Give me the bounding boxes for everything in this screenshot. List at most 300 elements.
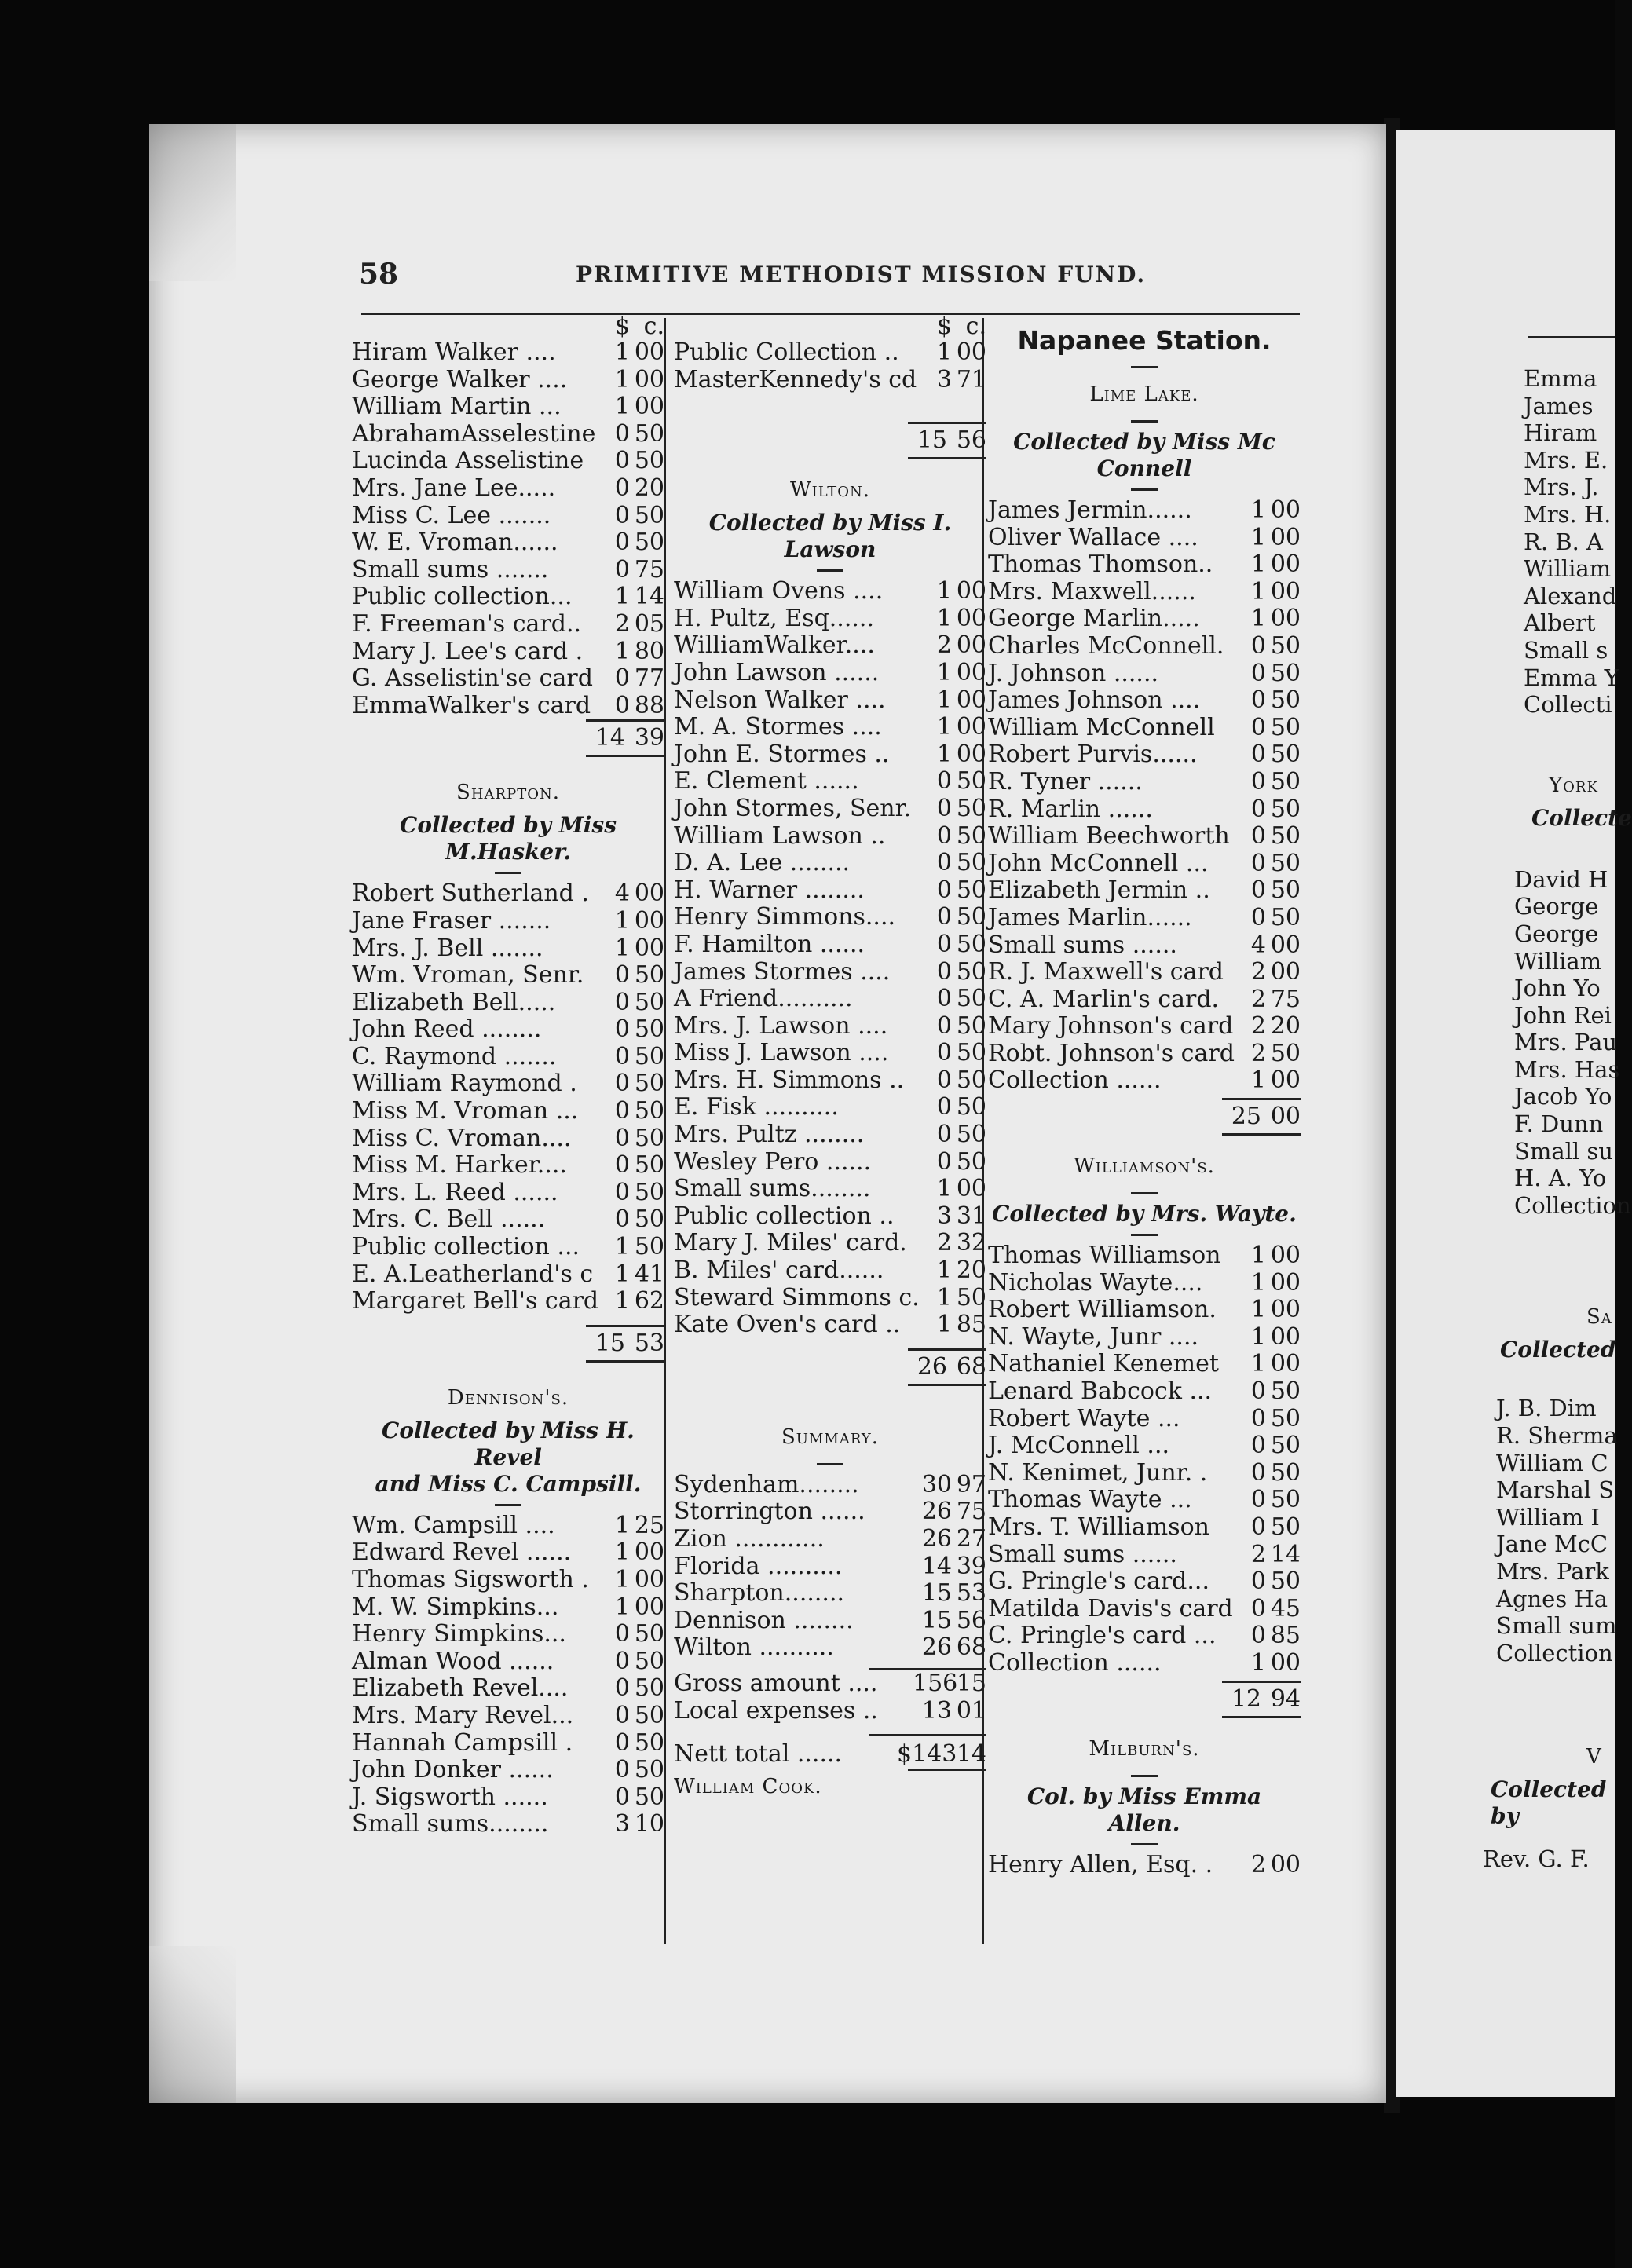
entry-dollars: 1 (1250, 1242, 1266, 1270)
collector-williamson: Collected by Mrs. Wayte. (992, 1201, 1297, 1227)
local-expenses: Local expenses .. 13 01 (674, 1696, 986, 1725)
entry-dollars: 1 (936, 1311, 952, 1339)
entry-row (988, 1650, 1301, 1677)
entry-row (352, 962, 664, 990)
entry-row (988, 1324, 1301, 1352)
entry-cents: 50 (1270, 659, 1301, 687)
entry-cents: 50 (1270, 1458, 1301, 1487)
entry-name: C. Raymond ....... (352, 1042, 557, 1070)
entry-cents: 50 (634, 1620, 664, 1648)
entry-dollars: 0 (614, 529, 630, 557)
entry-cents: 80 (634, 637, 664, 665)
entry-row (352, 1016, 664, 1044)
entry-row (674, 1121, 986, 1149)
milburn-list (988, 1852, 1301, 1879)
entry-dollars: 1 (936, 686, 952, 714)
entry-name: Public Collection .. (674, 338, 899, 366)
entry-cents: 50 (1270, 1432, 1301, 1460)
entry-cents: 50 (634, 1042, 664, 1070)
entry-row (352, 908, 664, 935)
entry-row (674, 1149, 986, 1176)
right-entry: George (1514, 920, 1599, 947)
right-entry: Jane McC (1496, 1531, 1608, 1558)
entry-name: James Marlin...... (988, 903, 1192, 931)
entry-cents: 50 (634, 1674, 664, 1703)
williamson-list (988, 1242, 1301, 1677)
entry-dollars: 0 (614, 1620, 630, 1648)
entry-name: Robt. Johnson's card (988, 1039, 1235, 1067)
entry-cents: 50 (956, 794, 986, 822)
entry-dollars: 3 (614, 1810, 630, 1838)
entry-row (352, 1784, 664, 1812)
dash (1131, 1843, 1158, 1845)
entry-row (674, 714, 986, 741)
entry-name: James Jermin...... (988, 496, 1192, 524)
right-header-rule (1528, 336, 1615, 338)
entry-dollars: 0 (1250, 767, 1266, 796)
right-entry: John Yo (1514, 975, 1601, 1002)
entry-cents: 50 (1270, 1404, 1301, 1432)
entry-row (988, 633, 1301, 660)
entry-cents: 50 (634, 1097, 664, 1125)
entry-cents: 50 (1270, 1486, 1301, 1514)
section-title-summary: Summary. (781, 1425, 879, 1449)
entry-cents: 00 (956, 577, 986, 605)
entry-dollars: 2 (936, 631, 952, 660)
entry-name: Robert Williamson. (988, 1296, 1217, 1324)
entry-name: Robert Wayte ... (988, 1404, 1180, 1432)
entry-name: Mary J. Miles' card. (674, 1229, 907, 1257)
col2-top-list (674, 339, 986, 393)
entry-dollars: 15 (921, 1606, 952, 1634)
entry-cents: 00 (1270, 931, 1301, 959)
entry-cents: 00 (1270, 496, 1301, 524)
right-entry: Collection (1514, 1191, 1631, 1219)
entry-cents: 00 (1270, 1268, 1301, 1297)
entry-dollars: 0 (936, 1039, 952, 1067)
entry-cents: 50 (634, 447, 664, 475)
entry-cents: 00 (956, 658, 986, 686)
entry-dollars: 2 (614, 609, 630, 638)
right-top-list (1524, 365, 1632, 719)
entry-row (988, 579, 1301, 606)
entry-cents: 00 (956, 740, 986, 768)
entry-name: Oliver Wallace .... (988, 523, 1198, 551)
column-2 (674, 314, 986, 1802)
dash (1131, 366, 1158, 368)
entry-dollars: 0 (614, 691, 630, 719)
entry-name: Charles McConnell. (988, 631, 1224, 660)
entry-dollars: 1 (614, 365, 630, 393)
right-entry: Albert (1524, 609, 1596, 637)
entry-cents: 00 (956, 604, 986, 632)
entry-row (988, 769, 1301, 796)
entry-name: H. Warner ........ (674, 876, 865, 904)
entry-row (988, 1406, 1301, 1433)
entry-row (352, 1567, 664, 1594)
entry-dollars: 0 (936, 767, 952, 796)
entry-row (988, 605, 1301, 633)
entry-name: Steward Simmons c. (674, 1283, 920, 1311)
entry-row (674, 1608, 986, 1635)
total-rule (586, 755, 664, 757)
entry-dollars: 0 (1250, 1594, 1266, 1622)
entry-row (352, 1180, 664, 1207)
right-entry: Jacob Yo (1514, 1083, 1612, 1110)
entry-name: Public collection ... (352, 1233, 580, 1261)
dash (1131, 488, 1158, 491)
entry-dollars: 1 (614, 393, 630, 421)
entry-cents: 00 (634, 1593, 664, 1621)
right-entry: Hiram (1524, 419, 1597, 447)
entry-dollars: 0 (936, 849, 952, 877)
entry-name: Mrs. T. Williamson (988, 1513, 1209, 1541)
entry-dollars: 0 (936, 957, 952, 986)
entry-name: Collection ...... (988, 1648, 1162, 1677)
right-entry: Small sum (1496, 1612, 1617, 1640)
entry-dollars: 0 (614, 1151, 630, 1180)
entry-dollars: 1 (1250, 1648, 1266, 1677)
entry-dollars: 2 (1250, 1540, 1266, 1568)
entry-row (674, 904, 986, 931)
entry-name: William McConnell (988, 713, 1215, 741)
entry-dollars: 0 (614, 1070, 630, 1098)
col2-top-total: 15 56 (917, 426, 986, 455)
entry-row (674, 1472, 986, 1499)
entry-cents: 00 (634, 1566, 664, 1593)
entry-cents: 50 (634, 1647, 664, 1675)
entry-name: Small sums........ (352, 1810, 549, 1838)
entry-dollars: 1 (936, 1283, 952, 1311)
entry-dollars: 3 (936, 365, 952, 393)
entry-dollars: 2 (1250, 1012, 1266, 1041)
entry-dollars: 30 (921, 1470, 952, 1498)
entry-dollars: 0 (614, 1124, 630, 1152)
entry-name: Small sums........ (674, 1175, 871, 1203)
entry-dollars: 1 (936, 577, 952, 605)
entry-dollars: 0 (936, 930, 952, 958)
entry-row (674, 823, 986, 850)
right-entry: Agnes Ha (1496, 1585, 1608, 1612)
currency-header: $ c. (936, 313, 986, 340)
section-title-williamson: Williamson's. (1074, 1154, 1215, 1179)
entry-name: Sydenham........ (674, 1470, 859, 1498)
entry-row (674, 1094, 986, 1121)
entry-cents: 50 (634, 988, 664, 1016)
entry-name: Public collection... (352, 583, 573, 611)
entry-cents: 50 (956, 985, 986, 1013)
entry-dollars: 0 (614, 555, 630, 583)
entry-name: William Beechworth (988, 822, 1230, 850)
entry-dollars: 0 (614, 1097, 630, 1125)
entry-dollars: 0 (1250, 631, 1266, 660)
entry-cents: 39 (956, 1552, 986, 1580)
column-1 (352, 314, 664, 1838)
entry-row (352, 1206, 664, 1234)
entry-dollars: 0 (614, 447, 630, 475)
entry-cents: 27 (956, 1525, 986, 1553)
entry-dollars: 4 (614, 880, 630, 908)
lime-lake-total: 25 00 (1231, 1103, 1301, 1131)
entry-name: Dennison ........ (674, 1606, 854, 1634)
entry-cents: 00 (1270, 958, 1301, 986)
entry-cents: 50 (956, 930, 986, 958)
entry-dollars: 1 (936, 604, 952, 632)
column-3 (988, 322, 1301, 1878)
entry-dollars: 0 (936, 1147, 952, 1176)
entry-cents: 50 (634, 529, 664, 557)
entry-name: John Lawson ...... (674, 658, 880, 686)
entry-dollars: 0 (936, 903, 952, 931)
dash (817, 1463, 843, 1465)
entry-row (674, 1311, 986, 1339)
station-title: Napanee Station. (1017, 325, 1272, 356)
entry-dollars: 1 (1250, 496, 1266, 524)
entry-cents: 50 (1270, 631, 1301, 660)
right-v-first: Rev. G. F. (1483, 1845, 1590, 1873)
entry-cents: 50 (634, 1124, 664, 1152)
entry-name: E. Fisk .......... (674, 1093, 839, 1121)
entry-row (988, 1514, 1301, 1542)
right-entry: William (1514, 947, 1602, 975)
entry-name: Zion ............ (674, 1525, 825, 1553)
entry-name: N. Wayte, Junr .... (988, 1322, 1199, 1351)
entry-cents: 77 (634, 664, 664, 693)
right-entry: William C (1496, 1449, 1608, 1476)
entry-name: Robert Sutherland . (352, 880, 589, 908)
entry-cents: 00 (1270, 1066, 1301, 1095)
entry-cents: 50 (1270, 1039, 1301, 1067)
entry-cents: 00 (956, 686, 986, 714)
entry-dollars: 1 (936, 1257, 952, 1285)
entry-dollars: 0 (614, 1015, 630, 1044)
right-entry: John Rei (1514, 1001, 1612, 1029)
entry-cents: 41 (634, 1260, 664, 1288)
entry-cents: 00 (1270, 1350, 1301, 1378)
right-section-sa: Sa (1586, 1305, 1612, 1330)
collector-milburn: Col. by Miss Emma Allen. (1026, 1783, 1262, 1836)
entry-name: George Marlin..... (988, 605, 1200, 633)
entry-dollars: 1 (614, 1511, 630, 1539)
entry-cents: 00 (1270, 1242, 1301, 1270)
entry-row (352, 367, 664, 394)
entry-name: Lucinda Asselistine (352, 447, 584, 475)
entry-name: G. Pringle's card... (988, 1567, 1209, 1596)
right-entry: J. B. Dim (1496, 1395, 1597, 1422)
entry-row (988, 1297, 1301, 1324)
entry-name: Alman Wood ...... (352, 1647, 554, 1675)
dash (495, 1504, 521, 1506)
entry-row (674, 1013, 986, 1041)
entry-dollars: 0 (614, 419, 630, 448)
entry-row (674, 367, 986, 394)
right-entry: Alexand (1524, 582, 1617, 609)
right-collector-sa: Collected (1500, 1337, 1616, 1363)
entry-dollars: 0 (1250, 1458, 1266, 1487)
entry-name: Small sums ...... (988, 1540, 1177, 1568)
entry-cents: 10 (634, 1810, 664, 1838)
entry-name: Lenard Babcock ... (988, 1377, 1213, 1406)
entry-name: R. J. Maxwell's card (988, 958, 1224, 986)
section-title-wilton: Wilton. (789, 478, 871, 503)
entry-dollars: 1 (936, 740, 952, 768)
entry-dollars: 2 (936, 1229, 952, 1257)
total-rule (908, 457, 986, 459)
entry-row (352, 1757, 664, 1784)
entry-cents: 00 (1270, 1850, 1301, 1878)
entry-cents: 20 (956, 1257, 986, 1285)
entry-dollars: 0 (1250, 741, 1266, 769)
entry-row (674, 986, 986, 1013)
entry-dollars: 4 (1250, 931, 1266, 959)
entry-cents: 50 (634, 1756, 664, 1784)
dash (817, 569, 843, 572)
right-entry: Emma Y (1524, 664, 1619, 691)
entry-cents: 50 (634, 1701, 664, 1729)
total-rule (908, 1384, 986, 1386)
section-title-lime-lake: Lime Lake. (1089, 382, 1199, 406)
gross-amount: Gross amount .... 156 15 (674, 1669, 986, 1697)
entry-dollars: 0 (936, 1066, 952, 1094)
entry-dollars: 0 (614, 961, 630, 990)
entry-dollars: 1 (614, 1287, 630, 1315)
entry-dollars: 3 (936, 1202, 952, 1230)
entry-row (352, 339, 664, 367)
entry-name: Miss M. Harker.... (352, 1151, 567, 1180)
entry-dollars: 0 (936, 985, 952, 1013)
entry-name: Collection ...... (988, 1066, 1162, 1095)
entry-cents: 00 (956, 338, 986, 366)
entry-dollars: 26 (921, 1525, 952, 1553)
entry-name: W. E. Vroman...... (352, 529, 558, 557)
entry-row (988, 1568, 1301, 1596)
entry-row (988, 1067, 1301, 1095)
entry-name: E. Clement ...... (674, 767, 859, 796)
entry-cents: 62 (634, 1287, 664, 1315)
entry-dollars: 0 (936, 821, 952, 850)
entry-cents: 50 (956, 849, 986, 877)
entry-cents: 50 (956, 1121, 986, 1149)
right-section-york: York (1549, 773, 1598, 797)
entry-name: William Raymond . (352, 1070, 577, 1098)
entry-dollars: 2 (1250, 958, 1266, 986)
entry-cents: 00 (956, 713, 986, 741)
entry-name: J. Johnson ...... (988, 659, 1159, 687)
entry-cents: 50 (634, 1151, 664, 1180)
entry-name: Mrs. Pultz ........ (674, 1121, 865, 1149)
entry-name: John McConnell ... (988, 849, 1209, 877)
right-entry: David H (1514, 865, 1608, 893)
right-entry: R. B. A (1524, 528, 1603, 555)
right-entry: William (1524, 555, 1612, 583)
entry-name: Nelson Walker .... (674, 686, 886, 714)
dash (1131, 1234, 1158, 1236)
entry-name: Miss M. Vroman ... (352, 1097, 579, 1125)
entry-cents: 00 (1270, 523, 1301, 551)
entry-row (988, 687, 1301, 715)
entry-name: AbrahamAsselestine (352, 419, 596, 448)
entry-row (352, 935, 664, 963)
entry-row (988, 1460, 1301, 1487)
entry-row (352, 475, 664, 503)
entry-name: WilliamWalker.... (674, 631, 875, 660)
torn-corner-top (149, 124, 236, 281)
entry-dollars: 1 (1250, 551, 1266, 579)
entry-dollars: 0 (614, 474, 630, 502)
entry-dollars: 0 (1250, 1567, 1266, 1596)
entry-cents: 50 (634, 419, 664, 448)
entry-dollars: 1 (936, 1175, 952, 1203)
entry-cents: 00 (1270, 1322, 1301, 1351)
entry-cents: 50 (1270, 1567, 1301, 1596)
entry-name: Mrs. L. Reed ...... (352, 1178, 558, 1206)
entry-dollars: 0 (614, 1674, 630, 1703)
entry-row (352, 611, 664, 638)
entry-row (674, 1553, 986, 1581)
entry-cents: 50 (956, 876, 986, 904)
entry-cents: 00 (1270, 605, 1301, 633)
entry-name: R. Tyner ...... (988, 767, 1143, 796)
entry-name: Miss C. Vroman.... (352, 1124, 572, 1152)
entry-cents: 50 (634, 501, 664, 529)
entry-row (988, 1487, 1301, 1514)
entry-dollars: 0 (1250, 876, 1266, 905)
entry-dollars: 2 (1250, 1039, 1266, 1067)
entry-name: H. Pultz, Esq...... (674, 604, 874, 632)
entry-row (988, 1270, 1301, 1297)
entry-dollars: 0 (1250, 1622, 1266, 1650)
entry-name: Henry Simmons.... (674, 903, 896, 931)
collector-sharpton: Collected by Miss M.Hasker. (400, 812, 617, 865)
entry-row (674, 768, 986, 796)
entry-cents: 00 (634, 338, 664, 366)
entry-dollars: 1 (936, 338, 952, 366)
entry-row (352, 1621, 664, 1648)
right-entry: Small su (1514, 1137, 1613, 1165)
entry-name: Jane Fraser ....... (352, 906, 551, 935)
entry-row (674, 1176, 986, 1203)
right-entry: James (1524, 392, 1594, 419)
entry-dollars: 0 (614, 1178, 630, 1206)
entry-dollars: 0 (1250, 795, 1266, 823)
entry-row (352, 1513, 664, 1540)
entry-dollars: 26 (921, 1498, 952, 1526)
entry-cents: 00 (634, 906, 664, 935)
entry-row (988, 1351, 1301, 1378)
right-entry: Emma (1524, 365, 1597, 392)
entry-name: John E. Stormes .. (674, 740, 890, 768)
right-entry: R. Sherma (1496, 1422, 1618, 1450)
entry-name: Elizabeth Bell..... (352, 988, 556, 1016)
entry-row (988, 959, 1301, 986)
entry-row (674, 850, 986, 877)
entry-name: D. A. Lee ........ (674, 849, 851, 877)
entry-dollars: 1 (936, 658, 952, 686)
entry-cents: 20 (1270, 1012, 1301, 1041)
entry-row (674, 1040, 986, 1067)
entry-dollars: 1 (936, 713, 952, 741)
entry-cents: 50 (956, 1283, 986, 1311)
entry-dollars: 0 (1250, 1432, 1266, 1460)
total-rule (1222, 1716, 1301, 1718)
entry-row (352, 1070, 664, 1098)
entry-cents: 50 (634, 1783, 664, 1811)
entry-cents: 50 (1270, 713, 1301, 741)
entry-row (352, 1675, 664, 1703)
total-rule (1222, 1133, 1301, 1136)
entry-cents: 50 (956, 903, 986, 931)
wilton-total: 26 68 (917, 1352, 986, 1381)
